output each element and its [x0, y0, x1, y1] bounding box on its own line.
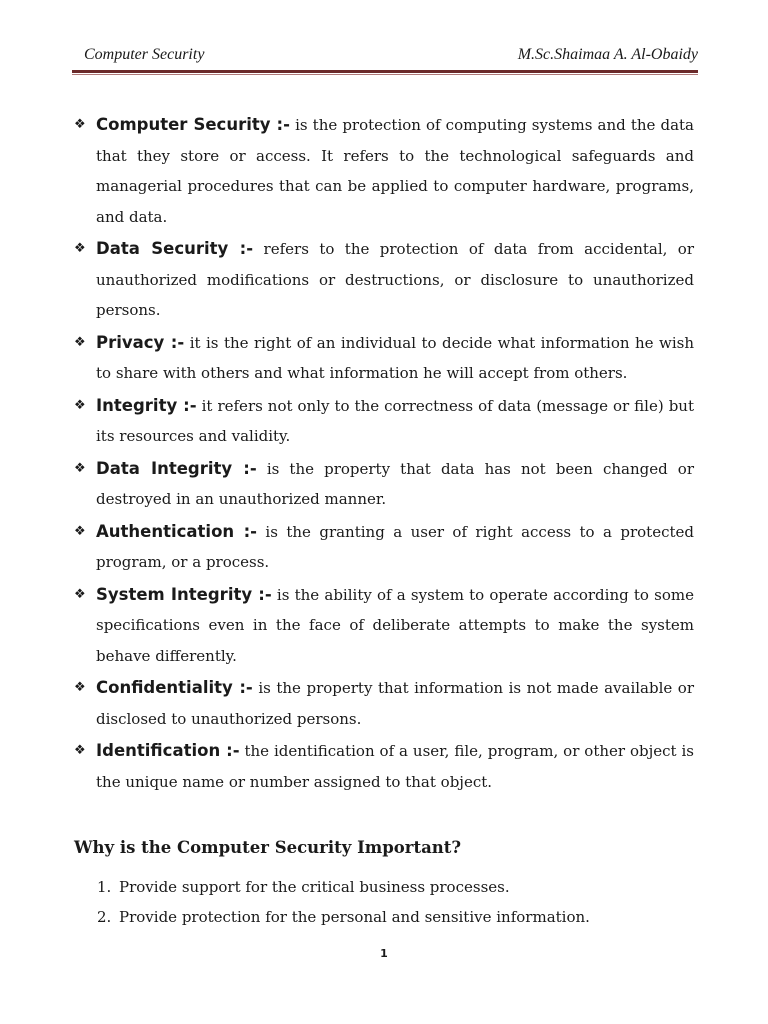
section-heading: Why is the Computer Security Important? [74, 838, 462, 857]
header-author: M.Sc.Shaimaa A. Al-Obaidy [517, 46, 698, 63]
page-number: 1 [380, 947, 388, 960]
header-rule [72, 70, 698, 73]
definition-text: is the ability of a system to operate according to some specifications even in the face of deliberate attempts to make the system behave differently. [96, 585, 694, 665]
definition-text: is the granting a user of right access to a protected program, or a process. [96, 522, 694, 571]
diamond-bullet-icon: ❖ [74, 241, 86, 256]
definition-item [74, 580, 694, 672]
diamond-bullet-icon: ❖ [74, 743, 86, 758]
header-rule-thin [72, 74, 698, 75]
list-item [97, 872, 590, 902]
definition-text: it is the right of an individual to decide what information he wish to share with others and what information he will accept from others. [96, 333, 694, 382]
definition-item [74, 736, 694, 797]
definition-term: Integrity :- [96, 395, 197, 415]
definition-item [74, 454, 694, 515]
diamond-bullet-icon: ❖ [74, 523, 86, 539]
diamond-bullet-icon: ❖ [74, 117, 86, 132]
list-number: 1. [97, 878, 112, 896]
diamond-bullet-icon: ❖ [74, 334, 86, 350]
definition-term: Data Integrity :- [96, 458, 257, 478]
definition-text: is the protection of computing systems and the data that they store or access. It refers to the technological safeguards and managerial procedures that can be applied to computer hardware, programs, and data. [96, 116, 694, 226]
definition-item [74, 328, 694, 389]
definitions-list [74, 110, 694, 799]
list-text: Provide protection for the personal and sensitive information. [119, 908, 590, 926]
reasons-list [97, 872, 590, 932]
definition-text: is the property that data has not been changed or destroyed in an unauthorized manner. [96, 459, 695, 508]
definition-term: Computer Security :- [96, 115, 291, 134]
definition-term: Data Security :- [96, 239, 254, 258]
header-title: Computer Security [84, 46, 205, 63]
definition-term: Authentication :- [96, 521, 258, 541]
list-item [97, 902, 590, 932]
definition-item [74, 517, 694, 578]
definition-item [74, 110, 694, 232]
diamond-bullet-icon: ❖ [74, 460, 86, 476]
definition-term: Identification :- [96, 741, 240, 760]
diamond-bullet-icon: ❖ [74, 586, 86, 602]
definition-item [74, 234, 694, 326]
diamond-bullet-icon: ❖ [74, 680, 86, 695]
definition-text: refers to the protection of data from accidental, or unauthorized modifications or destructions, or disclosure to unauthorized persons. [96, 240, 695, 319]
diamond-bullet-icon: ❖ [74, 397, 86, 413]
definition-term: Privacy :- [96, 332, 185, 352]
definition-text: is the property that information is not made available or disclosed to unauthorized persons. [96, 679, 695, 728]
definition-term: System Integrity :- [96, 584, 272, 604]
definition-item [74, 391, 694, 452]
definition-term: Confidentiality :- [96, 678, 253, 697]
definition-text: it refers not only to the correctness of data (message or file) but its resources and validity. [96, 396, 694, 445]
list-text: Provide support for the critical business processes. [119, 878, 510, 896]
list-number: 2. [97, 908, 112, 926]
definition-item [74, 673, 694, 734]
definition-text: the identification of a user, file, program, or other object is the unique name or number assigned to that object. [96, 742, 694, 791]
page-header [84, 44, 698, 66]
